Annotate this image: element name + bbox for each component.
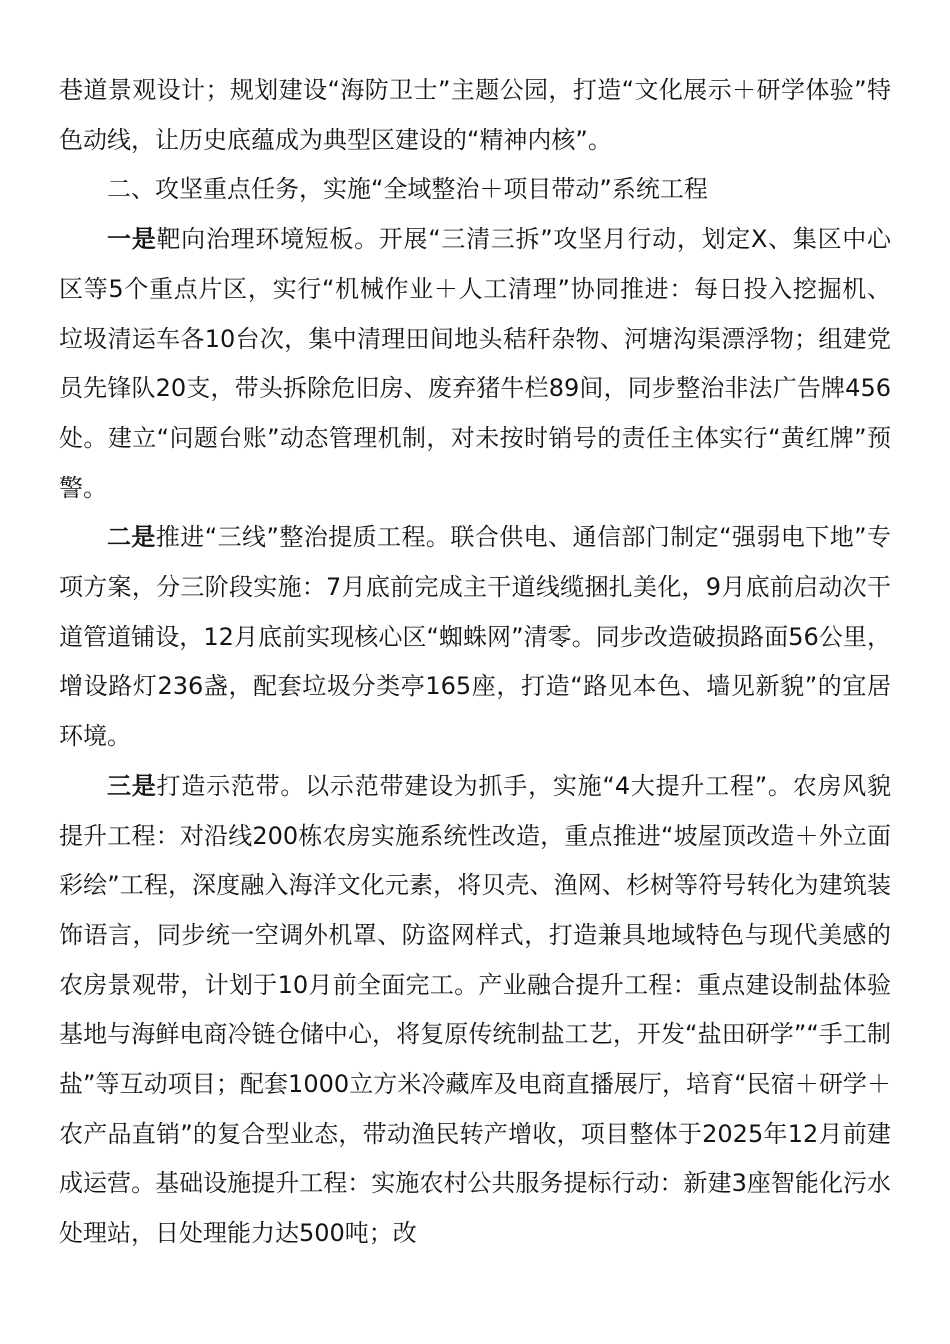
task-item-1	[59, 215, 891, 513]
task-item-3-lead: 三是	[107, 771, 157, 800]
task-item-2-lead: 二是	[107, 523, 156, 552]
section-heading	[59, 165, 891, 215]
continuation-paragraph	[59, 66, 891, 165]
task-item-1-lead: 一是	[107, 225, 157, 254]
section-heading-text: 二、攻坚重点任务，实施“全域整治＋项目带动”系统工程	[107, 175, 708, 204]
task-item-1-text: 靶向治理环境短板。开展“三清三拆”攻坚月行动，划定X、集区中心区等5个重点片区，实行“机械作业＋人工清理”协同推进：每日投入挖掘机、垃圾清运车各10台次，集中清理田间地头秸秆杂物、河塘沟渠漂浮物；组建党员先锋队20支，带头拆除危旧房、废弃猪牛栏89间，同步整治非法广告牌456处。建立“问题台账”动态管理机制，对未按时销号的责任主体实行“黄红牌”预警。	[59, 225, 891, 502]
task-item-3-text: 打造示范带。以示范带建设为抓手，实施“4大提升工程”。农房风貌提升工程：对沿线200栋农房实施系统性改造，重点推进“坡屋顶改造＋外立面彩绘”工程，深度融入海洋文化元素，将贝壳、渔网、杉树等符号转化为建筑装饰语言，同步统一空调外机罩、防盗网样式，打造兼具地域特色与现代美感的农房景观带，计划于10月前全面完工。产业融合提升工程：重点建设制盐体验基地与海鲜电商冷链仓储中心，将复原传统制盐工艺，开发“盐田研学”“手工制盐”等互动项目；配套1000立方米冷藏库及电商直播展厅，培育“民宿＋研学＋农产品直销”的复合型业态，带动渔民转产增收，项目整体于2025年12月前建成运营。基础设施提升工程：实施农村公共服务提标行动：新建3座智能化污水处理站，日处理能力达500吨；改	[59, 771, 892, 1248]
task-item-2-text: 推进“三线”整治提质工程。联合供电、通信部门制定“强弱电下地”专项方案，分三阶段实施：7月底前完成主干道线缆捆扎美化，9月底前启动次干道管道铺设，12月底前实现核心区“蜘蛛网”清零。同步改造破损路面56公里，增设路灯236盏，配套垃圾分类亭165座，打造“路见本色、墙见新貌”的宜居环境。	[59, 523, 892, 751]
task-item-2	[59, 513, 891, 762]
paragraph-text: 巷道景观设计；规划建设“海防卫士”主题公园，打造“文化展示＋研学体验”特色动线，让历史底蕴成为典型区建设的“精神内核”。	[59, 76, 891, 154]
task-item-3	[59, 762, 891, 1259]
document-body	[59, 66, 891, 1259]
